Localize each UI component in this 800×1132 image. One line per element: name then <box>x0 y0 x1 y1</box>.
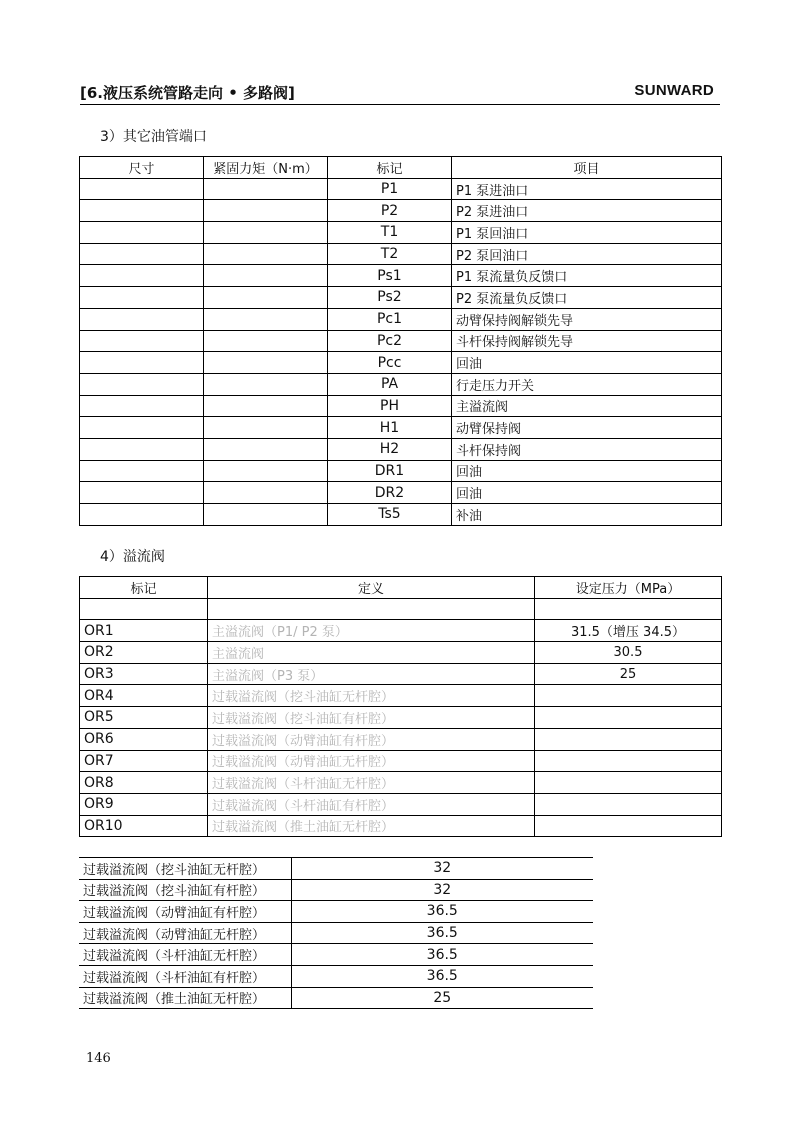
mark-cell: OR4 <box>80 685 208 707</box>
table-row <box>80 352 722 374</box>
item-cell: P1 泵流量负反馈口 <box>452 265 722 287</box>
size-cell <box>80 438 204 460</box>
item-cell: 补油 <box>452 504 722 526</box>
item-cell: 动臂保持阀解锁先导 <box>452 308 722 330</box>
torque-cell <box>204 352 328 374</box>
column-header-mark: 标记 <box>328 157 452 179</box>
section-3-title: 3）其它油管端口 <box>100 129 207 145</box>
table-row <box>80 750 722 772</box>
mark-cell: P1 <box>328 178 452 200</box>
header-divider <box>80 104 720 105</box>
mark-cell: OR6 <box>80 728 208 750</box>
table-row <box>80 395 722 417</box>
pressure-value-cell: 32 <box>291 879 593 901</box>
table-row <box>80 728 722 750</box>
size-cell <box>80 222 204 244</box>
table-row <box>80 460 722 482</box>
valve-name-cell: 过载溢流阀（挖斗油缸有杆腔） <box>79 879 291 901</box>
overload-valve-table <box>79 857 593 1009</box>
ports-table-header <box>80 157 722 179</box>
pressure-value-cell: 25 <box>291 987 593 1009</box>
table-row <box>80 815 722 837</box>
pressure-cell <box>535 598 722 620</box>
torque-cell <box>204 504 328 526</box>
pressure-cell <box>535 750 722 772</box>
pressure-cell <box>535 707 722 729</box>
item-cell: P1 泵回油口 <box>452 222 722 244</box>
torque-cell <box>204 330 328 352</box>
table-row <box>80 438 722 460</box>
mark-cell <box>80 598 208 620</box>
brand-name: SUNWARD <box>634 82 714 99</box>
pressure-cell <box>535 815 722 837</box>
item-cell: 回油 <box>452 460 722 482</box>
torque-cell <box>204 438 328 460</box>
page-number: 146 <box>86 1051 111 1066</box>
mark-cell: Pc2 <box>328 330 452 352</box>
mark-cell: OR8 <box>80 772 208 794</box>
item-cell: P2 泵回油口 <box>452 243 722 265</box>
table-row <box>80 482 722 504</box>
torque-cell <box>204 222 328 244</box>
item-cell: 回油 <box>452 482 722 504</box>
pressure-cell: 30.5 <box>535 642 722 664</box>
item-cell: 斗杆保持阀 <box>452 438 722 460</box>
mark-cell: OR3 <box>80 663 208 685</box>
table-row <box>80 330 722 352</box>
pressure-value-cell: 36.5 <box>291 965 593 987</box>
table-row <box>79 965 593 987</box>
pressure-cell <box>535 772 722 794</box>
mark-cell: H2 <box>328 438 452 460</box>
mark-cell: OR10 <box>80 815 208 837</box>
table-row <box>80 598 722 620</box>
table-row <box>79 901 593 923</box>
item-cell: 动臂保持阀 <box>452 417 722 439</box>
relief-valve-table <box>79 576 722 837</box>
size-cell <box>80 482 204 504</box>
table-row <box>80 620 722 642</box>
table-row <box>79 987 593 1009</box>
torque-cell <box>204 287 328 309</box>
definition-cell <box>208 598 535 620</box>
definition-cell: 主溢流阀（P3 泵） <box>208 663 535 685</box>
item-cell: 斗杆保持阀解锁先导 <box>452 330 722 352</box>
column-header-size: 尺寸 <box>80 157 204 179</box>
definition-cell: 过载溢流阀（斗杆油缸无杆腔） <box>208 772 535 794</box>
size-cell <box>80 287 204 309</box>
table-row <box>79 922 593 944</box>
pressure-cell: 31.5（增压 34.5） <box>535 620 722 642</box>
table-row <box>80 642 722 664</box>
table-row <box>80 373 722 395</box>
mark-cell: OR9 <box>80 793 208 815</box>
torque-cell <box>204 417 328 439</box>
size-cell <box>80 308 204 330</box>
table-row <box>80 243 722 265</box>
mark-cell: OR2 <box>80 642 208 664</box>
definition-cell: 主溢流阀 <box>208 642 535 664</box>
table-row <box>80 685 722 707</box>
definition-cell: 过载溢流阀（挖斗油缸有杆腔） <box>208 707 535 729</box>
table-row <box>79 858 593 880</box>
valve-name-cell: 过载溢流阀（推土油缸无杆腔） <box>79 987 291 1009</box>
header-title: [6.液压系统管路走向 • 多路阀] <box>80 84 295 102</box>
size-cell <box>80 417 204 439</box>
size-cell <box>80 265 204 287</box>
definition-cell: 过载溢流阀（动臂油缸有杆腔） <box>208 728 535 750</box>
mark-cell: DR1 <box>328 460 452 482</box>
pressure-cell: 25 <box>535 663 722 685</box>
item-cell: P2 泵流量负反馈口 <box>452 287 722 309</box>
torque-cell <box>204 395 328 417</box>
size-cell <box>80 330 204 352</box>
mark-cell: Ts5 <box>328 504 452 526</box>
definition-cell: 过载溢流阀（挖斗油缸无杆腔） <box>208 685 535 707</box>
table-row <box>80 707 722 729</box>
valve-name-cell: 过载溢流阀（斗杆油缸无杆腔） <box>79 944 291 966</box>
item-cell: 主溢流阀 <box>452 395 722 417</box>
table-row <box>80 222 722 244</box>
mark-cell: OR7 <box>80 750 208 772</box>
mark-cell: OR5 <box>80 707 208 729</box>
mark-cell: Pc1 <box>328 308 452 330</box>
torque-cell <box>204 243 328 265</box>
torque-cell <box>204 265 328 287</box>
size-cell <box>80 504 204 526</box>
table-row <box>79 879 593 901</box>
table-row <box>80 265 722 287</box>
size-cell <box>80 373 204 395</box>
table-row <box>80 504 722 526</box>
valve-name-cell: 过载溢流阀（挖斗油缸无杆腔） <box>79 858 291 880</box>
size-cell <box>80 352 204 374</box>
mark-cell: H1 <box>328 417 452 439</box>
section-4-title: 4）溢流阀 <box>100 549 165 565</box>
torque-cell <box>204 373 328 395</box>
table-row <box>80 287 722 309</box>
relief-valve-table-header <box>80 577 722 599</box>
definition-cell: 主溢流阀（P1/ P2 泵） <box>208 620 535 642</box>
torque-cell <box>204 178 328 200</box>
torque-cell <box>204 460 328 482</box>
table-row <box>80 793 722 815</box>
pressure-cell <box>535 728 722 750</box>
mark-cell: T1 <box>328 222 452 244</box>
column-header-torque: 紧固力矩（N·m） <box>204 157 328 179</box>
pressure-value-cell: 36.5 <box>291 901 593 923</box>
torque-cell <box>204 200 328 222</box>
mark-cell: DR2 <box>328 482 452 504</box>
mark-cell: Pcc <box>328 352 452 374</box>
size-cell <box>80 178 204 200</box>
pressure-cell <box>535 793 722 815</box>
size-cell <box>80 395 204 417</box>
valve-name-cell: 过载溢流阀（动臂油缸有杆腔） <box>79 901 291 923</box>
mark-cell: Ps2 <box>328 287 452 309</box>
definition-cell: 过载溢流阀（斗杆油缸有杆腔） <box>208 793 535 815</box>
size-cell <box>80 460 204 482</box>
item-cell: P1 泵进油口 <box>452 178 722 200</box>
table-row <box>80 663 722 685</box>
pressure-value-cell: 36.5 <box>291 944 593 966</box>
valve-name-cell: 过载溢流阀（斗杆油缸有杆腔） <box>79 965 291 987</box>
pressure-value-cell: 32 <box>291 858 593 880</box>
table-row <box>80 772 722 794</box>
column-header-definition: 定义 <box>208 577 535 599</box>
table-row <box>80 178 722 200</box>
pressure-cell <box>535 685 722 707</box>
valve-name-cell: 过载溢流阀（动臂油缸无杆腔） <box>79 922 291 944</box>
definition-cell: 过载溢流阀（动臂油缸无杆腔） <box>208 750 535 772</box>
table-row <box>79 944 593 966</box>
torque-cell <box>204 482 328 504</box>
mark-cell: P2 <box>328 200 452 222</box>
mark-cell: Ps1 <box>328 265 452 287</box>
size-cell <box>80 200 204 222</box>
size-cell <box>80 243 204 265</box>
column-header-item: 项目 <box>452 157 722 179</box>
item-cell: 行走压力开关 <box>452 373 722 395</box>
mark-cell: PH <box>328 395 452 417</box>
pressure-value-cell: 36.5 <box>291 922 593 944</box>
table-row <box>80 417 722 439</box>
column-header-mark: 标记 <box>80 577 208 599</box>
item-cell: 回油 <box>452 352 722 374</box>
mark-cell: T2 <box>328 243 452 265</box>
table-row <box>80 308 722 330</box>
ports-table <box>79 156 722 526</box>
column-header-pressure: 设定压力（MPa） <box>535 577 722 599</box>
mark-cell: PA <box>328 373 452 395</box>
item-cell: P2 泵进油口 <box>452 200 722 222</box>
torque-cell <box>204 308 328 330</box>
page-header <box>80 82 720 104</box>
mark-cell: OR1 <box>80 620 208 642</box>
table-row <box>80 200 722 222</box>
definition-cell: 过载溢流阀（推土油缸无杆腔） <box>208 815 535 837</box>
